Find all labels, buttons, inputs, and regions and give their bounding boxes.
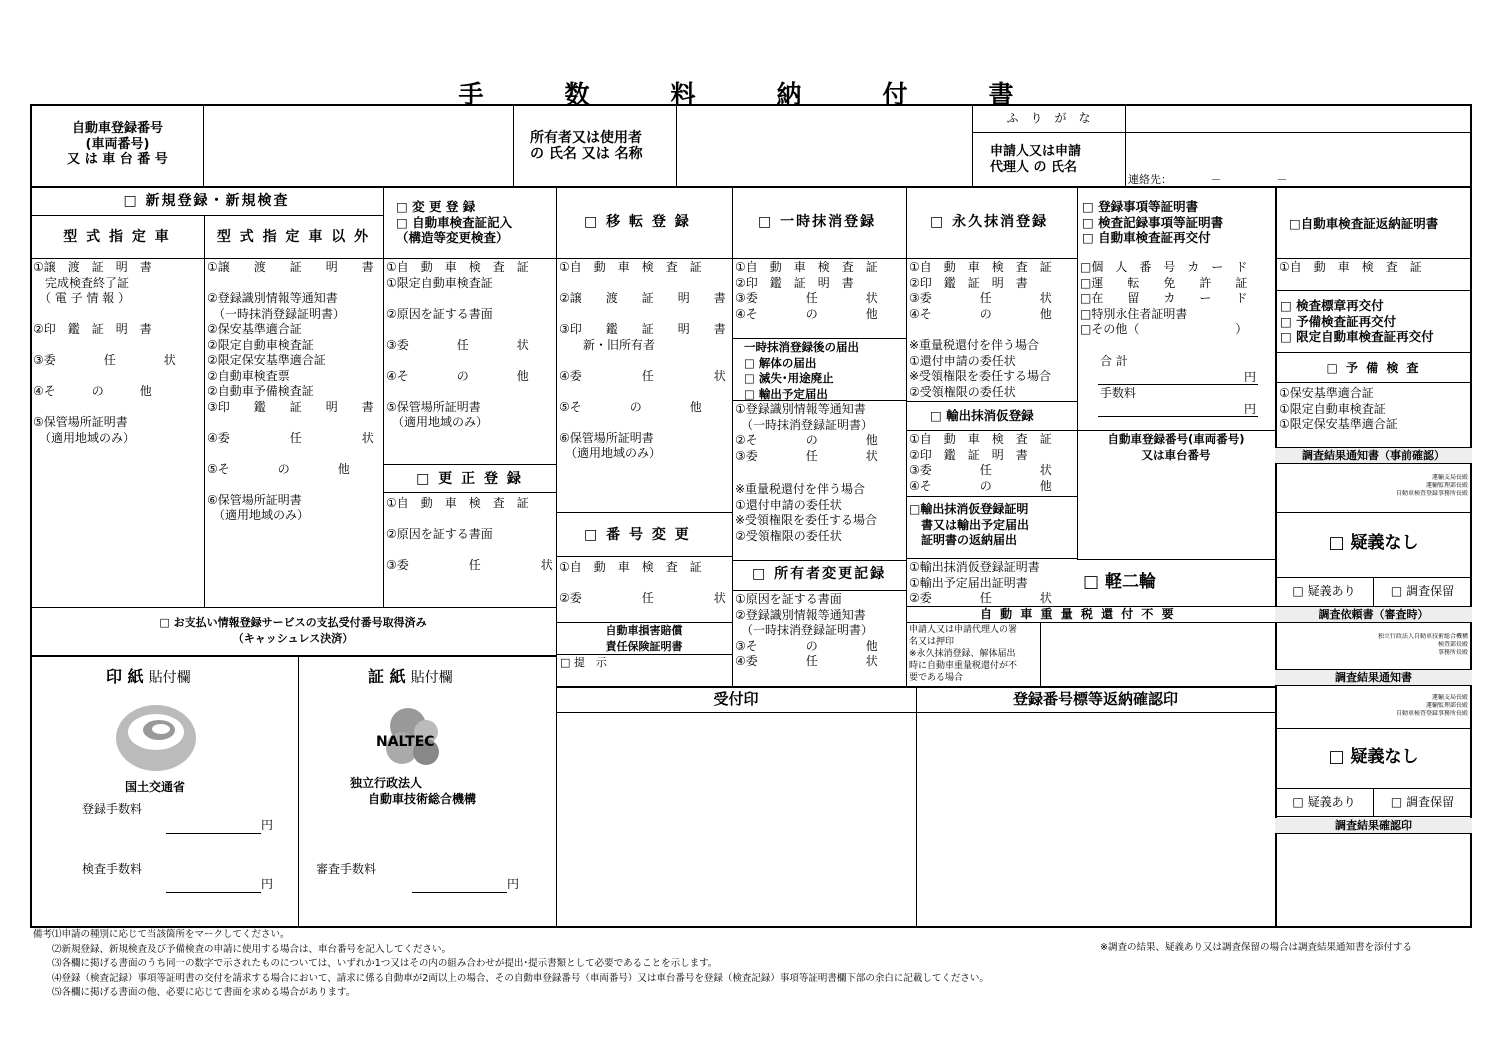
applicant-label: 申請人又は申請 代理人 の 氏名 [990, 144, 1082, 174]
new-b-items: ①譲 渡 証 明 書 ②登録識別情報等通知書 （一時抹消登録証明書） ②保安基準適合証 ②限定自動車検査証 ②限定保安基準適合証 ②自動車検査票 ②自動車予備検査証 ③印 鑑 証 明 書 ④委 任 状 ⑤そ の 他 ⑥保管場所証明書 （適用地域のみ） [207, 260, 374, 522]
correction-items: ①自 動 車 検 査 証 ②原因を証する書面 ③委 任 状 [386, 496, 553, 572]
doubt-checkbox-2[interactable]: □ 疑義あり [1292, 795, 1356, 809]
return-cert-item: ①自 動 車 検 査 証 [1279, 260, 1422, 274]
reception-stamp-head: 受付印 [713, 690, 759, 708]
number-change-head: □ 番 号 変 更 [584, 527, 691, 543]
perm-tax-items: ※重量税還付を伴う場合 ①還付申請の委任状 ※受領権限を委任する場合 ②受領権限の委任状 [909, 338, 1052, 399]
shoshi-head: 証 紙 貼付欄 [368, 667, 453, 686]
owner-change-head: □ 所有者変更記録 [752, 566, 887, 582]
stamp-head: 印 紙 貼付欄 [106, 667, 191, 686]
export-return-head: □輸出抹消仮登録証明 書又は輸出予定届出 証明書の返納届出 [909, 502, 1030, 547]
owner-label: 所有者又は使用者 の 氏名 又は 名称 [530, 130, 643, 160]
fee-yen: 円 [1244, 402, 1257, 416]
change-head: □ 変 更 登 録 □ 自動車検査証記入 （構造等変更検査） [396, 199, 513, 245]
jibai-label: 自動車損害賠償 責任保険証明書 [605, 624, 683, 653]
furigana-label: ふ り が な [1006, 111, 1091, 125]
mlit-logo [113, 702, 199, 774]
total-yen: 円 [1244, 370, 1257, 384]
naltec-logo-text: NALTEC [376, 734, 435, 750]
notes: 備考⑴申請の種別に応じて当該箇所をマークしてください。 ⑵新規登録、新規検査及び予備検査の申請に使用する場合は、車台番号を記入してください。 ⑶各欄に掲げる書面のうち同一の数字で示されたものについては、いずれか1つ又はその内の組み合わせが提出･提示書類として必要であることを示します。 ⑷登録（検査記録）事項等証明書の交付を請求する場合において、請求に係る自動車が2両以上の場合、その自動車登録番号（車両番号）又は車台番号を登録（検査記録）事項等証明書欄下部の余白に記載してください。 ⑸各欄に掲げる書面の他、必要に応じて書面を求める場合があります。 [33, 929, 989, 998]
insp-fee-field[interactable]: 円 [166, 877, 273, 893]
reg-no-label: 自動車登録番号 (車両番号) 又 は 車 台 番 号 [67, 121, 168, 167]
request-to: 独立行政法人自動車技術総合機構 検査部長殿 事務所長殿 [1377, 633, 1468, 656]
perm-cancel-head: □ 永久抹消登録 [930, 214, 1049, 230]
type-non-designated-head: 型 式 指 定 車 以 外 [216, 229, 371, 245]
insp-fee-label: 検査手数料 [82, 862, 143, 876]
temp-cancel-items-2: ①登録識別情報等通知書 （一時抹消登録証明書） ②そ の 他 ③委 任 状 [735, 402, 878, 463]
nontax-note: 申請人又は申請代理人の署 名又は押印 ※永久抹消登録、解体届出 時に自動車重量税還付が不 要である場合 [909, 625, 1018, 683]
request-head: 調査依頼書（審査時） [1275, 607, 1472, 623]
plate-return-head: 登録番号標等返納確認印 [1012, 690, 1178, 708]
shoshi-fee-field[interactable]: 円 [412, 877, 519, 893]
reg-fee-label: 登録手数料 [82, 802, 143, 816]
export-head: □ 輸出抹消仮登録 [930, 408, 1034, 423]
nodoubt-checkbox-2[interactable]: □ 疑義なし [1328, 747, 1419, 767]
change-items: ①自 動 車 検 査 証 ①限定自動車検査証 ②原因を証する書面 ③委 任 状 ④そ の 他 ⑤保管場所証明書 （適用地域のみ） [386, 260, 529, 429]
note-right: ※調査の結果、疑義あり又は調査保留の場合は調査結果通知書を添付する [1100, 942, 1412, 953]
fee-label: 手数料 [1100, 386, 1137, 400]
teiji-checkbox[interactable]: □ 提 示 [560, 656, 607, 669]
owner-change-items: ①原因を証する書面 ②登録識別情報等通知書 （一時抹消登録証明書） ③そ の 他 ④委 任 状 [735, 592, 878, 668]
shoshi-fee-label: 審査手数料 [316, 862, 377, 876]
transfer-head: □ 移 転 登 録 [584, 214, 691, 230]
notice1-to: 運輸支局長殿 運輸監理部長殿 自動車検査登録事務所長殿 [1395, 474, 1468, 497]
cashless-checkbox[interactable]: □ お支払い情報登録サービスの支払受付番号取得済み （キャッシュレス決済） [159, 616, 427, 645]
temp-cancel-items: ①自 動 車 検 査 証 ②印 鑑 証 明 書 ③委 任 状 ④そ の 他 [735, 260, 878, 321]
reg-fee-field[interactable]: 円 [166, 818, 273, 834]
kei-nirin-checkbox[interactable]: □ 軽二輪 [1083, 572, 1156, 592]
nontax-head: 自 動 車 重 量 税 還 付 不 要 [980, 607, 1176, 621]
temp-tax-items: ※重量税還付を伴う場合 ①還付申請の委任状 ※受領権限を委任する場合 ②受領権限の委任状 [735, 482, 878, 543]
cert-id-items: □個 人 番 号 カ ー ド □運 転 免 許 証 □在 留 カ ー ド □特別永住者証明書 □その他（ ） [1080, 260, 1248, 336]
page-title: 手 数 料 納 付 書 [458, 80, 1042, 109]
confirm-head: 調査結果確認印 [1275, 818, 1472, 834]
transfer-items: ①自 動 車 検 査 証 ②譲 渡 証 明 書 ③印 鑑 証 明 書 新・旧所有者 ④委 任 状 ⑤そ の 他 ⑥保管場所証明書 （適用地域のみ） [559, 260, 726, 460]
nodoubt-checkbox-1[interactable]: □ 疑義なし [1328, 533, 1419, 553]
new-reg-head: □ 新規登録・新規検査 [123, 193, 290, 209]
cert-head: □ 登録事項等証明書 □ 検査記録事項等証明書 □ 自動車検査証再交付 [1082, 199, 1224, 245]
export-items: ①自 動 車 検 査 証 ②印 鑑 証 明 書 ③委 任 状 ④そ の 他 [909, 432, 1052, 493]
number-change-items: ①自 動 車 検 査 証 ②委 任 状 [559, 560, 726, 605]
contact-label: 連絡先： － － [1128, 173, 1288, 186]
hold-checkbox-1[interactable]: □ 調査保留 [1390, 584, 1455, 598]
notice1-head: 調査結果通知書（事前確認） [1275, 448, 1472, 464]
export-return-items: ①輸出抹消仮登録証明書 ①輸出予定届出証明書 ②委 任 状 [909, 560, 1052, 605]
cert-regno-label: 自動車登録番号(車両番号) 又は車台番号 [1107, 432, 1245, 462]
pre-inspection-head: □ 予 備 検 査 [1326, 361, 1421, 375]
hold-checkbox-2[interactable]: □ 調査保留 [1390, 795, 1455, 809]
doubt-checkbox-1[interactable]: □ 疑義あり [1292, 584, 1356, 598]
naltec-name: 独立行政法人 自動車技術総合機構 [350, 776, 477, 806]
new-a-items: ①譲 渡 証 明 書 完成検査終了証 （ 電 子 情 報 ） ②印 鑑 証 明 書 ③委 任 状 ④そ の 他 ⑤保管場所証明書 （適用地域のみ） [33, 260, 176, 445]
return-cert-head: □自動車検査証返納証明書 [1289, 216, 1439, 231]
notice2-head: 調査結果通知書 [1275, 670, 1472, 686]
perm-cancel-items: ①自 動 車 検 査 証 ②印 鑑 証 明 書 ③委 任 状 ④そ の 他 [909, 260, 1052, 321]
temp-cancel-head: □ 一時抹消登録 [758, 214, 877, 230]
reissue-items: □ 検査標章再交付 □ 予備検査証再交付 □ 限定自動車検査証再交付 [1280, 298, 1434, 344]
total-label: 合 計 [1100, 354, 1128, 368]
correction-head: □ 更 正 登 録 [416, 471, 523, 487]
type-designated-head: 型 式 指 定 車 [63, 229, 171, 245]
mlit-name: 国土交通省 [125, 780, 186, 794]
pre-inspection-items: ①保安基準適合証 ①限定自動車検査証 ①限定保安基準適合証 [1279, 386, 1398, 431]
notice2-to: 運輸支局長殿 運輸監理部長殿 自動車検査登録事務所長殿 [1395, 694, 1468, 717]
temp-after-head: 一時抹消登録後の届出 □ 解体の届出 □ 滅失･用途廃止 □ 輸出予定届出 [744, 340, 859, 401]
